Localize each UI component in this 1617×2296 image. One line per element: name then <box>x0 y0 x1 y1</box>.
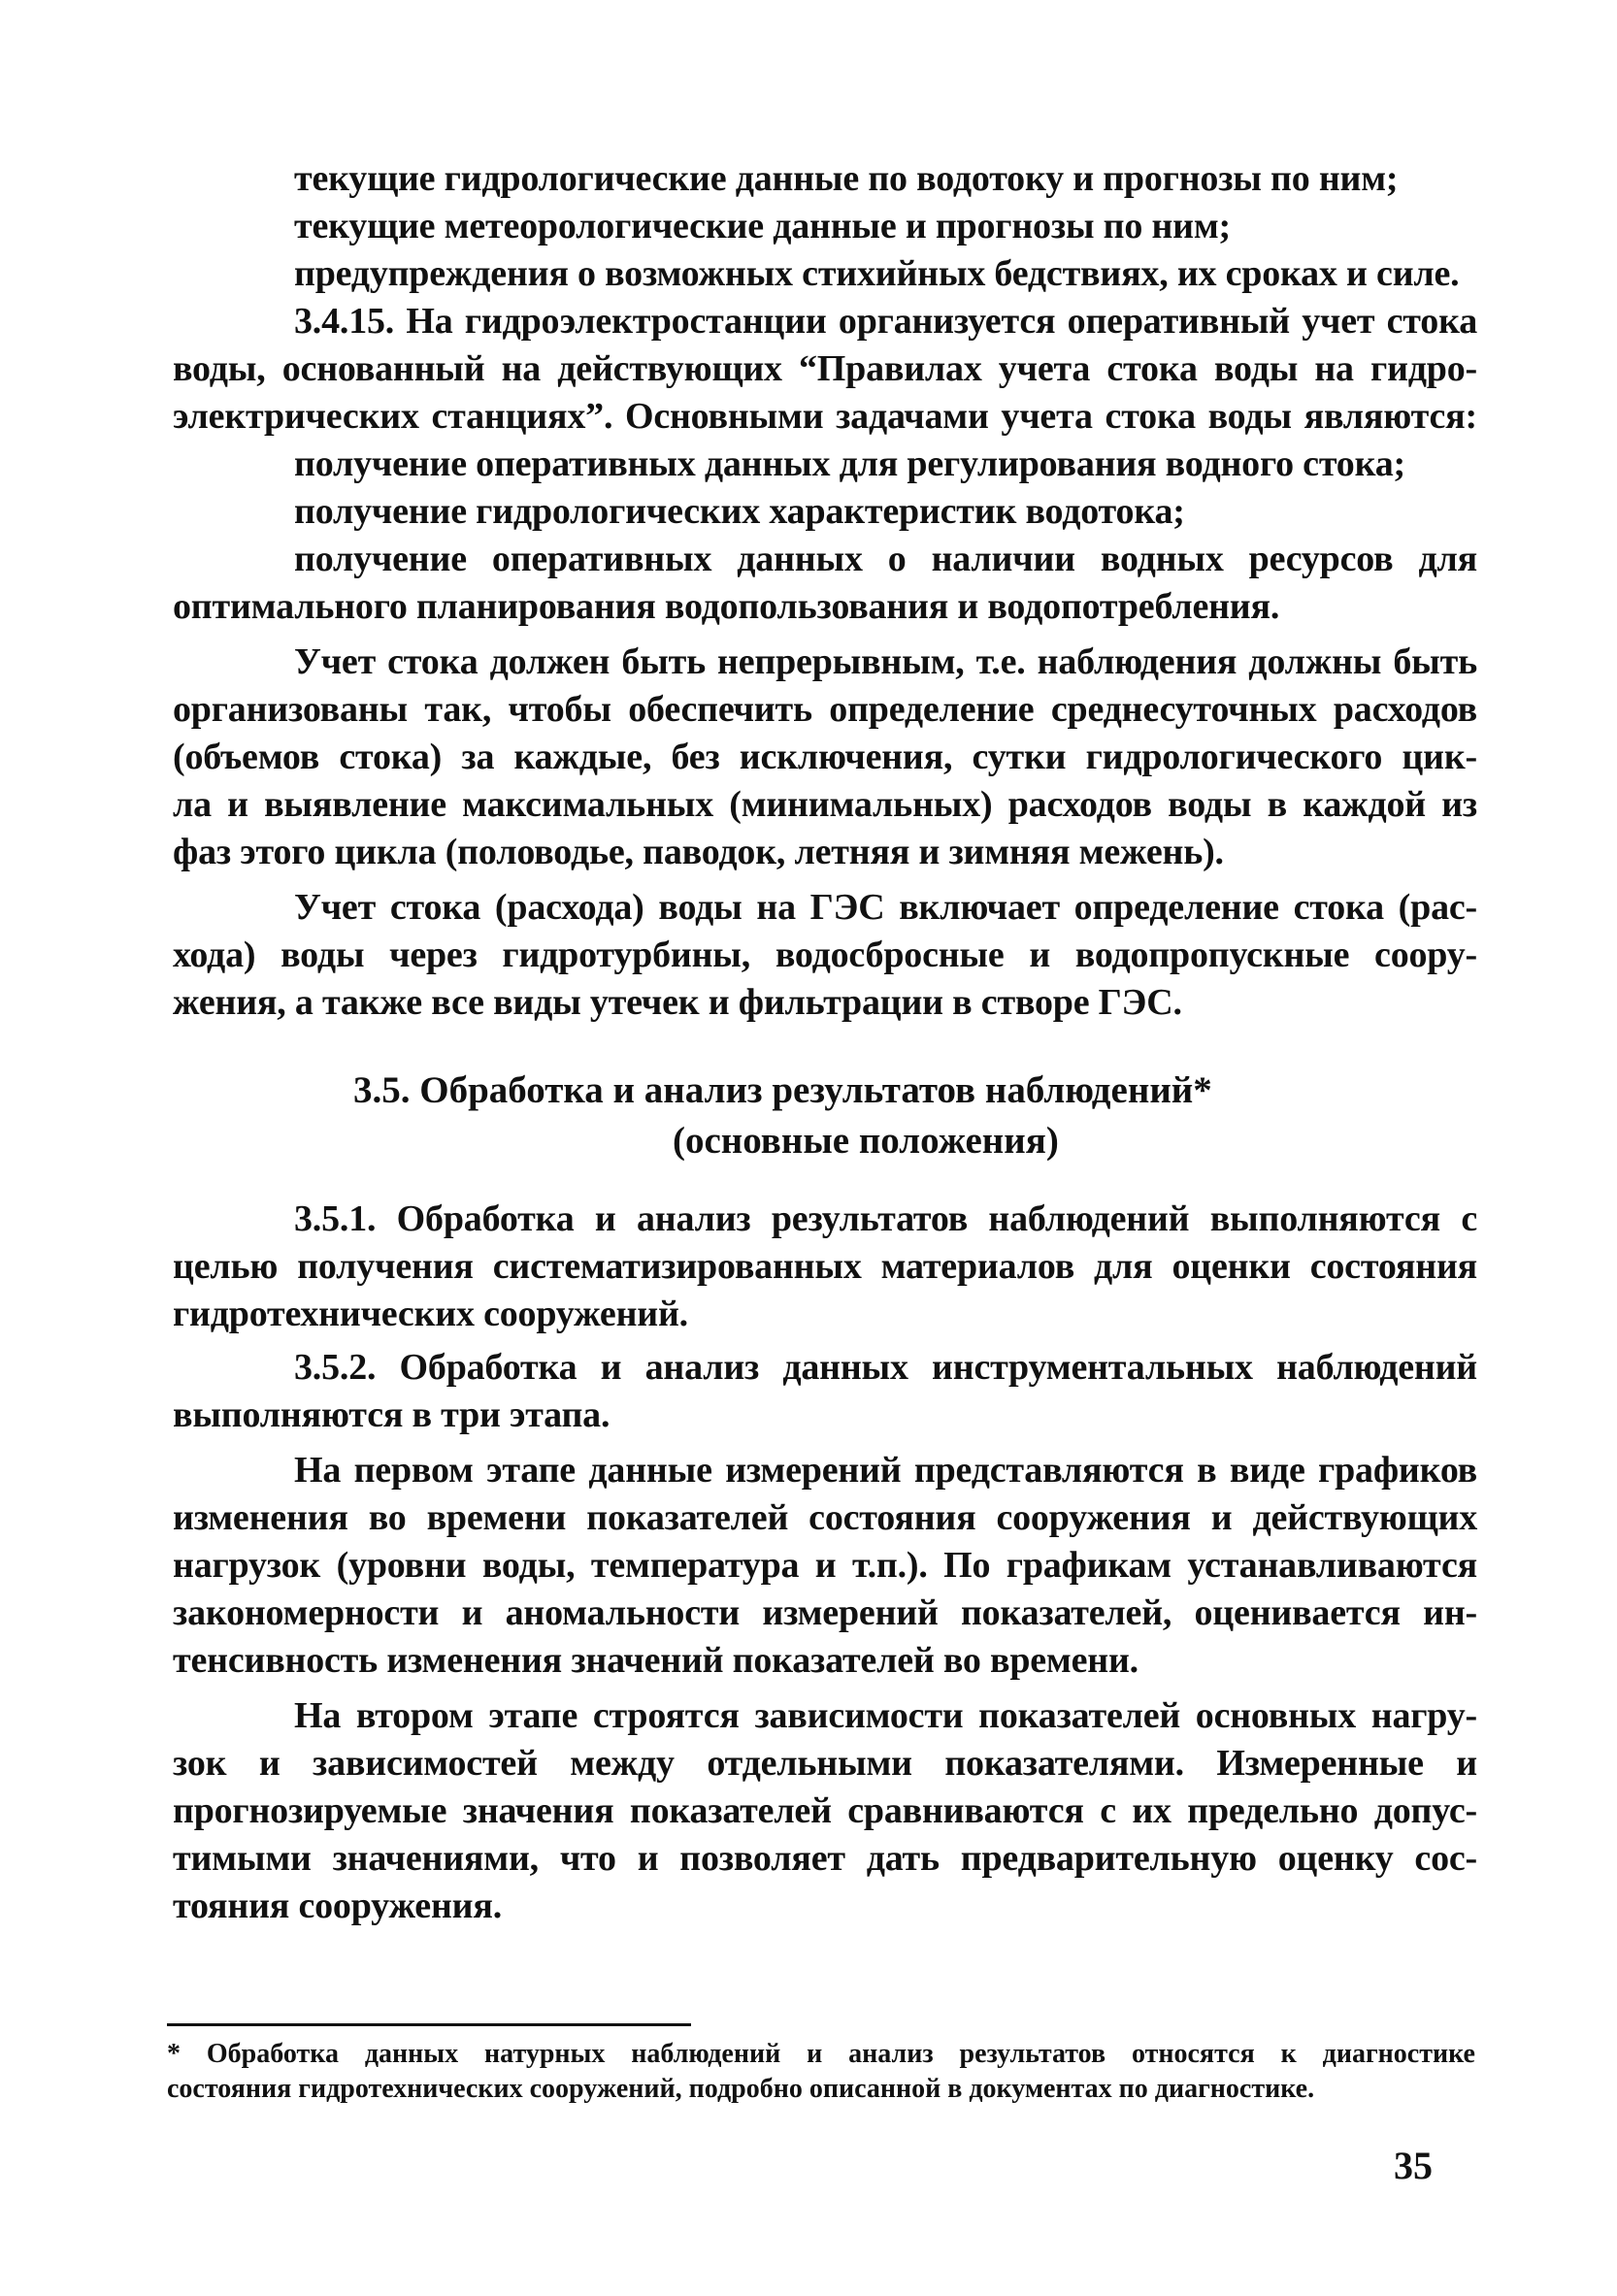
paragraph-line: фаз этого цикла (половодье, паводок, летняя и зимняя межень). <box>173 832 1224 872</box>
paragraph-line: Учет стока должен быть непрерывным, т.е. наблюдения должны быть <box>294 641 1477 682</box>
paragraph-line: тенсивность изменения значений показателей во времени. <box>173 1640 1138 1681</box>
paragraph-line: гидротехнических сооружений. <box>173 1294 688 1334</box>
body-text-top <box>173 155 1477 1027</box>
paragraph-line: целью получения систематизированных материалов для оценки состояния <box>173 1246 1477 1287</box>
list-item: предупреждения о возможных стихийных бедствиях, их сроках и силе. <box>294 253 1460 294</box>
paragraph-line: организованы так, чтобы обеспечить определение среднесуточных расходов <box>173 689 1477 730</box>
list-item: получение гидрологических характеристик водотока; <box>294 491 1185 532</box>
paragraph-line: электрических станциях”. Основными задачами учета стока воды являются: <box>173 396 1477 437</box>
section-heading-title: 3.5. Обработка и анализ результатов наблюдений* <box>353 1069 1212 1111</box>
paragraph-line: оптимального планирования водопользования и водопотребления. <box>173 586 1280 627</box>
footnote-line: состояния гидротехнических сооружений, подробно описанной в документах по диагностике. <box>167 2074 1315 2104</box>
list-item: текущие метеорологические данные и прогнозы по ним; <box>294 206 1231 246</box>
paragraph-line: 3.5.1. Обработка и анализ результатов наблюдений выполняются с <box>294 1198 1477 1239</box>
section-heading-subtitle: (основные положения) <box>673 1120 1059 1162</box>
paragraph-line: ла и выявление максимальных (минимальных) расходов воды в каждой из <box>173 784 1477 825</box>
footnote <box>167 2037 1475 2107</box>
footnote-divider <box>167 2023 691 2026</box>
paragraph-line: закономерности и аномальности измерений показателей, оценивается ин- <box>173 1592 1477 1633</box>
paragraph-line: выполняются в три этапа. <box>173 1394 610 1435</box>
list-item: текущие гидрологические данные по водотоку и прогнозы по ним; <box>294 158 1399 199</box>
body-text-bottom <box>173 1196 1477 1930</box>
paragraph-line: (объемов стока) за каждые, без исключения, сутки гидрологического цик- <box>173 737 1477 777</box>
footnote-line: * Обработка данных натурных наблюдений и анализ результатов относятся к диагностике <box>167 2039 1475 2069</box>
paragraph-line: тимыми значениями, что и позволяет дать предварительную оценку сос- <box>173 1838 1477 1879</box>
list-item: получение оперативных данных о наличии водных ресурсов для <box>294 539 1477 579</box>
paragraph-line: тояния сооружения. <box>173 1886 503 1926</box>
paragraph-line: 3.5.2. Обработка и анализ данных инструментальных наблюдений <box>294 1347 1477 1388</box>
paragraph-line: прогнозируемые значения показателей сравниваются с их предельно допус- <box>173 1790 1477 1831</box>
paragraph-line: жения, а также все виды утечек и фильтрации в створе ГЭС. <box>173 982 1182 1023</box>
list-item: получение оперативных данных для регулирования водного стока; <box>294 443 1405 484</box>
paragraph-line: зок и зависимостей между отдельными показателями. Измеренные и <box>173 1743 1477 1784</box>
paragraph-line: На втором этапе строятся зависимости показателей основных нагру- <box>294 1695 1477 1736</box>
paragraph-line: На первом этапе данные измерений представляются в виде графиков <box>294 1450 1477 1491</box>
paragraph-line: воды, основанный на действующих “Правилах учета стока воды на гидро- <box>173 348 1477 389</box>
page-number: 35 <box>1394 2144 1433 2187</box>
paragraph-line: нагрузок (уровни воды, температура и т.п.). По графикам устанавливаются <box>173 1545 1477 1586</box>
paragraph-line: Учет стока (расхода) воды на ГЭС включает определение стока (рас- <box>294 887 1477 928</box>
section-heading <box>173 1066 1477 1166</box>
paragraph-line: 3.4.15. На гидроэлектростанции организуется оперативный учет стока <box>294 301 1477 342</box>
paragraph-line: изменения во времени показателей состояния сооружения и действующих <box>173 1497 1477 1538</box>
paragraph-line: хода) воды через гидротурбины, водосбросные и водопропускные соору- <box>173 935 1477 975</box>
